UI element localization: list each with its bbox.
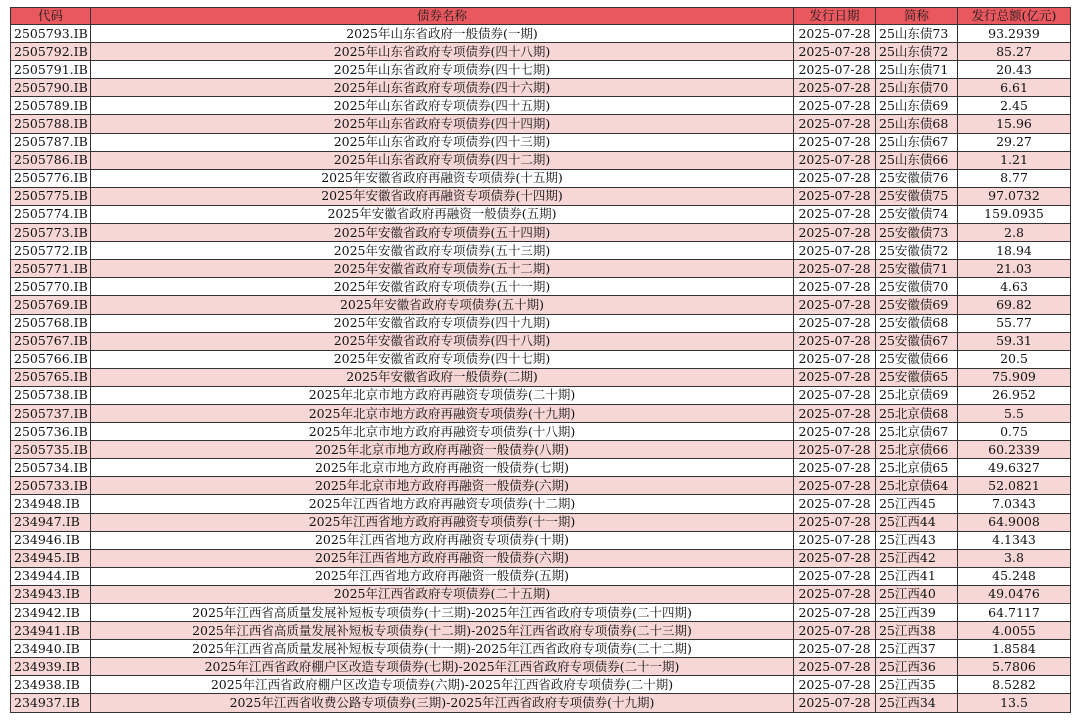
cell-short-name: 25安徽债74 [876, 205, 958, 223]
cell-bond-name: 2025年安徽省政府专项债券(五十期) [91, 296, 794, 314]
cell-code: 2505736.IB [11, 423, 91, 441]
cell-issue-date: 2025-07-28 [794, 61, 876, 79]
cell-bond-name: 2025年北京市地方政府再融资专项债券(二十期) [91, 386, 794, 404]
cell-issue-amount: 3.8 [958, 549, 1071, 567]
cell-short-name: 25安徽债71 [876, 260, 958, 278]
cell-code: 2505733.IB [11, 477, 91, 495]
cell-bond-name: 2025年江西省地方政府再融资专项债券(十一期) [91, 513, 794, 531]
cell-short-name: 25安徽债73 [876, 224, 958, 242]
cell-code: 2505793.IB [11, 25, 91, 43]
cell-issue-date: 2025-07-28 [794, 332, 876, 350]
table-row[interactable] [11, 296, 1071, 314]
cell-code: 234941.IB [11, 622, 91, 640]
cell-issue-date: 2025-07-28 [794, 622, 876, 640]
cell-issue-amount: 75.909 [958, 368, 1071, 386]
table-row[interactable] [11, 622, 1071, 640]
cell-bond-name: 2025年安徽省政府专项债券(五十四期) [91, 224, 794, 242]
cell-issue-amount: 6.61 [958, 79, 1071, 97]
cell-short-name: 25江西40 [876, 585, 958, 603]
cell-code: 234939.IB [11, 658, 91, 676]
table-row[interactable] [11, 350, 1071, 368]
cell-bond-name: 2025年山东省政府专项债券(四十六期) [91, 79, 794, 97]
cell-code: 234946.IB [11, 531, 91, 549]
column-header-issue-amount[interactable]: 发行总额(亿元) [958, 8, 1071, 25]
column-header-issue-date[interactable]: 发行日期 [794, 8, 876, 25]
cell-short-name: 25北京债65 [876, 459, 958, 477]
cell-issue-amount: 64.7117 [958, 604, 1071, 622]
cell-bond-name: 2025年江西省政府棚户区改造专项债券(七期)-2025年江西省政府专项债券(二十一期) [91, 658, 794, 676]
cell-issue-date: 2025-07-28 [794, 459, 876, 477]
cell-bond-name: 2025年北京市地方政府再融资一般债券(八期) [91, 441, 794, 459]
cell-code: 2505774.IB [11, 205, 91, 223]
cell-issue-date: 2025-07-28 [794, 224, 876, 242]
cell-issue-date: 2025-07-28 [794, 169, 876, 187]
cell-issue-amount: 0.75 [958, 423, 1071, 441]
cell-short-name: 25山东债70 [876, 79, 958, 97]
column-header-short-name[interactable]: 简称 [876, 8, 958, 25]
cell-issue-date: 2025-07-28 [794, 694, 876, 712]
cell-issue-date: 2025-07-28 [794, 513, 876, 531]
cell-short-name: 25安徽债70 [876, 278, 958, 296]
cell-code: 234944.IB [11, 567, 91, 585]
bond-table-container [10, 7, 1071, 713]
cell-issue-amount: 4.0055 [958, 622, 1071, 640]
table-row[interactable] [11, 224, 1071, 242]
table-row[interactable] [11, 169, 1071, 187]
cell-code: 234948.IB [11, 495, 91, 513]
cell-code: 2505773.IB [11, 224, 91, 242]
table-row[interactable] [11, 43, 1071, 61]
table-row[interactable] [11, 604, 1071, 622]
cell-short-name: 25山东债72 [876, 43, 958, 61]
cell-short-name: 25江西37 [876, 640, 958, 658]
column-header-bond-name[interactable]: 债券名称 [91, 8, 794, 25]
cell-code: 2505786.IB [11, 151, 91, 169]
cell-code: 234947.IB [11, 513, 91, 531]
cell-bond-name: 2025年江西省地方政府再融资专项债券(十二期) [91, 495, 794, 513]
cell-issue-amount: 7.0343 [958, 495, 1071, 513]
cell-issue-date: 2025-07-28 [794, 585, 876, 603]
cell-bond-name: 2025年北京市地方政府再融资专项债券(十九期) [91, 404, 794, 422]
cell-code: 234940.IB [11, 640, 91, 658]
cell-short-name: 25江西34 [876, 694, 958, 712]
table-row[interactable] [11, 386, 1071, 404]
cell-issue-date: 2025-07-28 [794, 242, 876, 260]
cell-short-name: 25安徽债68 [876, 314, 958, 332]
cell-short-name: 25山东债67 [876, 133, 958, 151]
cell-bond-name: 2025年安徽省政府再融资专项债券(十五期) [91, 169, 794, 187]
cell-bond-name: 2025年安徽省政府专项债券(四十七期) [91, 350, 794, 368]
cell-short-name: 25山东债71 [876, 61, 958, 79]
cell-issue-amount: 26.952 [958, 386, 1071, 404]
cell-issue-amount: 5.7806 [958, 658, 1071, 676]
cell-issue-amount: 4.63 [958, 278, 1071, 296]
table-row[interactable] [11, 495, 1071, 513]
column-header-code[interactable]: 代码 [11, 8, 91, 25]
cell-issue-amount: 49.6327 [958, 459, 1071, 477]
cell-code: 2505737.IB [11, 404, 91, 422]
table-row[interactable] [11, 459, 1071, 477]
table-row[interactable] [11, 404, 1071, 422]
cell-issue-amount: 4.1343 [958, 531, 1071, 549]
table-row[interactable] [11, 531, 1071, 549]
cell-short-name: 25江西35 [876, 676, 958, 694]
cell-short-name: 25山东债69 [876, 97, 958, 115]
table-row[interactable] [11, 513, 1071, 531]
cell-bond-name: 2025年江西省地方政府再融资一般债券(六期) [91, 549, 794, 567]
cell-issue-date: 2025-07-28 [794, 676, 876, 694]
cell-issue-amount: 20.5 [958, 350, 1071, 368]
cell-bond-name: 2025年山东省政府专项债券(四十三期) [91, 133, 794, 151]
table-row[interactable] [11, 441, 1071, 459]
cell-code: 2505775.IB [11, 187, 91, 205]
cell-bond-name: 2025年江西省高质量发展补短板专项债券(十二期)-2025年江西省政府专项债券(二十三期) [91, 622, 794, 640]
cell-code: 2505735.IB [11, 441, 91, 459]
cell-code: 2505791.IB [11, 61, 91, 79]
cell-issue-amount: 97.0732 [958, 187, 1071, 205]
cell-issue-amount: 55.77 [958, 314, 1071, 332]
cell-code: 2505790.IB [11, 79, 91, 97]
cell-bond-name: 2025年北京市地方政府再融资一般债券(七期) [91, 459, 794, 477]
cell-code: 234943.IB [11, 585, 91, 603]
cell-bond-name: 2025年江西省政府专项债券(二十五期) [91, 585, 794, 603]
table-row[interactable] [11, 567, 1071, 585]
cell-issue-date: 2025-07-28 [794, 314, 876, 332]
cell-issue-amount: 29.27 [958, 133, 1071, 151]
table-row[interactable] [11, 61, 1071, 79]
cell-issue-amount: 93.2939 [958, 25, 1071, 43]
cell-code: 2505771.IB [11, 260, 91, 278]
cell-short-name: 25江西41 [876, 567, 958, 585]
cell-issue-amount: 8.5282 [958, 676, 1071, 694]
cell-short-name: 25北京债64 [876, 477, 958, 495]
cell-bond-name: 2025年山东省政府一般债券(一期) [91, 25, 794, 43]
cell-short-name: 25江西39 [876, 604, 958, 622]
cell-bond-name: 2025年江西省高质量发展补短板专项债券(十一期)-2025年江西省政府专项债券(二十二期) [91, 640, 794, 658]
cell-issue-amount: 2.8 [958, 224, 1071, 242]
cell-code: 234942.IB [11, 604, 91, 622]
cell-issue-date: 2025-07-28 [794, 278, 876, 296]
cell-short-name: 25江西38 [876, 622, 958, 640]
cell-issue-date: 2025-07-28 [794, 368, 876, 386]
cell-code: 2505768.IB [11, 314, 91, 332]
cell-issue-amount: 159.0935 [958, 205, 1071, 223]
cell-bond-name: 2025年江西省收费公路专项债券(三期)-2025年江西省政府专项债券(十九期) [91, 694, 794, 712]
cell-issue-date: 2025-07-28 [794, 97, 876, 115]
table-row[interactable] [11, 115, 1071, 133]
cell-issue-date: 2025-07-28 [794, 386, 876, 404]
cell-issue-date: 2025-07-28 [794, 43, 876, 61]
cell-issue-date: 2025-07-28 [794, 549, 876, 567]
cell-issue-amount: 21.03 [958, 260, 1071, 278]
table-row[interactable] [11, 694, 1071, 712]
cell-short-name: 25江西45 [876, 495, 958, 513]
cell-short-name: 25安徽债72 [876, 242, 958, 260]
table-row[interactable] [11, 151, 1071, 169]
table-body [11, 25, 1071, 713]
table-row[interactable] [11, 25, 1071, 43]
cell-bond-name: 2025年安徽省政府专项债券(四十八期) [91, 332, 794, 350]
cell-bond-name: 2025年北京市地方政府再融资专项债券(十八期) [91, 423, 794, 441]
cell-issue-date: 2025-07-28 [794, 441, 876, 459]
cell-short-name: 25安徽债75 [876, 187, 958, 205]
cell-bond-name: 2025年安徽省政府再融资一般债券(五期) [91, 205, 794, 223]
table-row[interactable] [11, 278, 1071, 296]
cell-issue-date: 2025-07-28 [794, 115, 876, 133]
cell-short-name: 25江西42 [876, 549, 958, 567]
cell-code: 234945.IB [11, 549, 91, 567]
cell-code: 2505787.IB [11, 133, 91, 151]
cell-issue-date: 2025-07-28 [794, 567, 876, 585]
cell-issue-date: 2025-07-28 [794, 423, 876, 441]
cell-code: 2505765.IB [11, 368, 91, 386]
table-row[interactable] [11, 260, 1071, 278]
table-row[interactable] [11, 205, 1071, 223]
cell-issue-amount: 49.0476 [958, 585, 1071, 603]
cell-short-name: 25江西36 [876, 658, 958, 676]
cell-issue-date: 2025-07-28 [794, 79, 876, 97]
table-row[interactable] [11, 314, 1071, 332]
cell-issue-amount: 2.45 [958, 97, 1071, 115]
cell-issue-amount: 52.0821 [958, 477, 1071, 495]
cell-issue-amount: 1.21 [958, 151, 1071, 169]
cell-bond-name: 2025年安徽省政府专项债券(五十二期) [91, 260, 794, 278]
cell-bond-name: 2025年安徽省政府一般债券(二期) [91, 368, 794, 386]
cell-bond-name: 2025年山东省政府专项债券(四十五期) [91, 97, 794, 115]
cell-bond-name: 2025年江西省高质量发展补短板专项债券(十三期)-2025年江西省政府专项债券(二十四期) [91, 604, 794, 622]
cell-code: 2505766.IB [11, 350, 91, 368]
table-row[interactable] [11, 477, 1071, 495]
cell-short-name: 25北京债69 [876, 386, 958, 404]
table-row[interactable] [11, 79, 1071, 97]
cell-short-name: 25安徽债66 [876, 350, 958, 368]
cell-issue-date: 2025-07-28 [794, 604, 876, 622]
cell-code: 234938.IB [11, 676, 91, 694]
cell-issue-date: 2025-07-28 [794, 133, 876, 151]
cell-issue-date: 2025-07-28 [794, 296, 876, 314]
cell-code: 2505770.IB [11, 278, 91, 296]
table-row[interactable] [11, 585, 1071, 603]
cell-short-name: 25江西43 [876, 531, 958, 549]
cell-code: 2505792.IB [11, 43, 91, 61]
cell-issue-date: 2025-07-28 [794, 404, 876, 422]
table-row[interactable] [11, 549, 1071, 567]
cell-issue-amount: 59.31 [958, 332, 1071, 350]
cell-bond-name: 2025年安徽省政府专项债券(五十一期) [91, 278, 794, 296]
cell-bond-name: 2025年江西省地方政府再融资专项债券(十期) [91, 531, 794, 549]
cell-issue-amount: 18.94 [958, 242, 1071, 260]
table-row[interactable] [11, 676, 1071, 694]
cell-issue-date: 2025-07-28 [794, 25, 876, 43]
cell-code: 2505789.IB [11, 97, 91, 115]
cell-bond-name: 2025年山东省政府专项债券(四十四期) [91, 115, 794, 133]
cell-code: 2505769.IB [11, 296, 91, 314]
cell-issue-date: 2025-07-28 [794, 640, 876, 658]
cell-issue-amount: 60.2339 [958, 441, 1071, 459]
cell-issue-date: 2025-07-28 [794, 495, 876, 513]
cell-code: 2505738.IB [11, 386, 91, 404]
cell-issue-date: 2025-07-28 [794, 187, 876, 205]
cell-bond-name: 2025年山东省政府专项债券(四十二期) [91, 151, 794, 169]
cell-short-name: 25山东债66 [876, 151, 958, 169]
cell-issue-date: 2025-07-28 [794, 205, 876, 223]
cell-issue-date: 2025-07-28 [794, 477, 876, 495]
cell-bond-name: 2025年安徽省政府专项债券(五十三期) [91, 242, 794, 260]
cell-issue-amount: 69.82 [958, 296, 1071, 314]
cell-code: 2505767.IB [11, 332, 91, 350]
cell-short-name: 25山东债73 [876, 25, 958, 43]
cell-short-name: 25江西44 [876, 513, 958, 531]
cell-issue-date: 2025-07-28 [794, 350, 876, 368]
cell-bond-name: 2025年安徽省政府专项债券(四十九期) [91, 314, 794, 332]
cell-issue-amount: 45.248 [958, 567, 1071, 585]
cell-issue-amount: 13.5 [958, 694, 1071, 712]
cell-issue-amount: 85.27 [958, 43, 1071, 61]
table-row[interactable] [11, 658, 1071, 676]
cell-issue-date: 2025-07-28 [794, 658, 876, 676]
cell-short-name: 25北京债67 [876, 423, 958, 441]
cell-short-name: 25安徽债69 [876, 296, 958, 314]
cell-short-name: 25安徽债67 [876, 332, 958, 350]
cell-bond-name: 2025年江西省政府棚户区改造专项债券(六期)-2025年江西省政府专项债券(二十期) [91, 676, 794, 694]
cell-bond-name: 2025年江西省地方政府再融资一般债券(五期) [91, 567, 794, 585]
cell-issue-date: 2025-07-28 [794, 260, 876, 278]
cell-short-name: 25山东债68 [876, 115, 958, 133]
bond-table [10, 7, 1071, 713]
table-row[interactable] [11, 187, 1071, 205]
cell-bond-name: 2025年山东省政府专项债券(四十八期) [91, 43, 794, 61]
table-row[interactable] [11, 640, 1071, 658]
table-row[interactable] [11, 133, 1071, 151]
cell-issue-amount: 64.9008 [958, 513, 1071, 531]
cell-issue-amount: 1.8584 [958, 640, 1071, 658]
cell-issue-amount: 15.96 [958, 115, 1071, 133]
cell-code: 2505776.IB [11, 169, 91, 187]
cell-issue-amount: 20.43 [958, 61, 1071, 79]
table-row[interactable] [11, 423, 1071, 441]
cell-short-name: 25安徽债65 [876, 368, 958, 386]
cell-bond-name: 2025年安徽省政府再融资专项债券(十四期) [91, 187, 794, 205]
table-row[interactable] [11, 332, 1071, 350]
cell-issue-date: 2025-07-28 [794, 151, 876, 169]
cell-bond-name: 2025年北京市地方政府再融资一般债券(六期) [91, 477, 794, 495]
cell-short-name: 25安徽债76 [876, 169, 958, 187]
cell-code: 2505772.IB [11, 242, 91, 260]
cell-issue-amount: 5.5 [958, 404, 1071, 422]
cell-bond-name: 2025年山东省政府专项债券(四十七期) [91, 61, 794, 79]
cell-short-name: 25北京债68 [876, 404, 958, 422]
table-row[interactable] [11, 242, 1071, 260]
cell-issue-date: 2025-07-28 [794, 531, 876, 549]
table-header-row [11, 8, 1071, 25]
cell-code: 234937.IB [11, 694, 91, 712]
cell-code: 2505788.IB [11, 115, 91, 133]
cell-short-name: 25北京债66 [876, 441, 958, 459]
cell-code: 2505734.IB [11, 459, 91, 477]
table-row[interactable] [11, 97, 1071, 115]
table-row[interactable] [11, 368, 1071, 386]
cell-issue-amount: 8.77 [958, 169, 1071, 187]
